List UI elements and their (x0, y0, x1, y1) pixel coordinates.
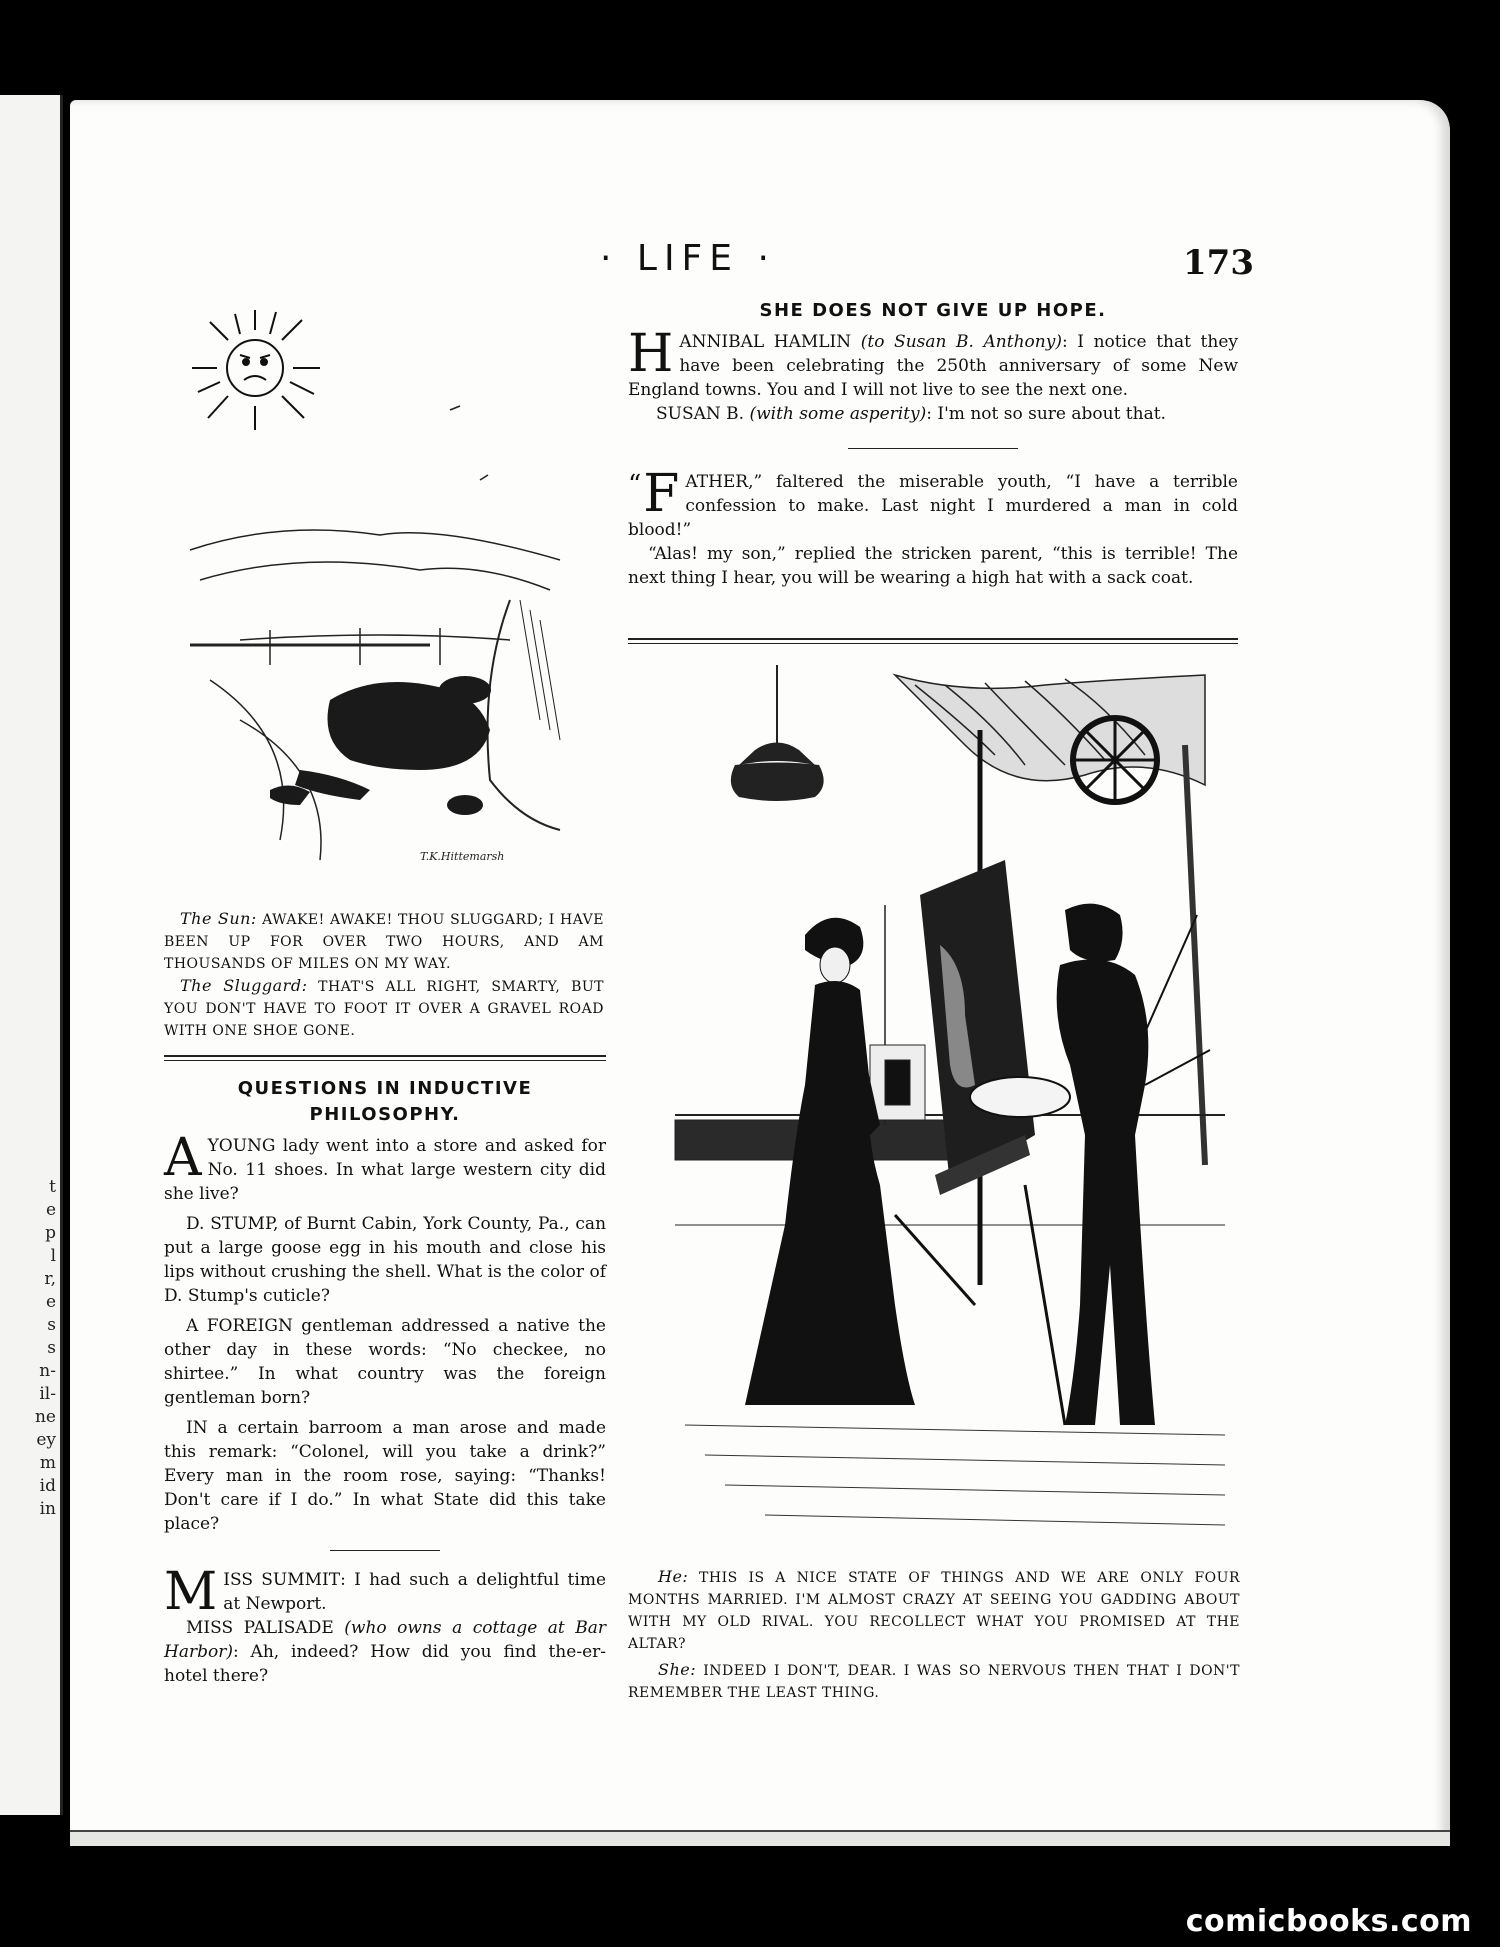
page-number: 173 (1183, 243, 1254, 283)
speaker: ISS SUMMIT (223, 1570, 341, 1590)
question-text: gentleman addressed a native the other day in these words: “No checkee, no shirtee.” In what country was the foreign gentleman born? (164, 1316, 606, 1408)
speaker: MISS PALISADE (186, 1618, 334, 1638)
drop-cap: H (628, 324, 674, 384)
previous-page-edge (0, 95, 63, 1815)
dialogue: : I'm not so sure about that. (926, 404, 1166, 424)
previous-page-fragment: s (47, 1315, 56, 1335)
paragraph (164, 1212, 606, 1308)
article-body (628, 324, 1238, 426)
caption-text: AWAKE! AWAKE! THOU SLUGGARD; I HAVE BEEN UP FOR OVER TWO HOURS, AND AM THOUSANDS OF MILES ON MY WAY. (164, 912, 604, 972)
landscape (190, 406, 560, 860)
wall-wheel-decoration (1073, 718, 1157, 802)
paragraph (164, 1562, 607, 1622)
lead-word: A FOREIGN (186, 1316, 293, 1336)
question-text: of Burnt Cabin, York County, Pa., can put a large goose egg in his mouth and close his lips without crushing the shell. What is the color of D. Stump's cuticle? (164, 1214, 607, 1306)
drop-cap: F (643, 464, 680, 524)
divider (330, 1550, 440, 1551)
sun-and-sluggard-illustration (180, 300, 600, 890)
article-title: SHE DOES NOT GIVE UP HOPE. (759, 300, 1107, 321)
caption-text: THAT'S ALL RIGHT, SMARTY, BUT YOU DON'T HAVE TO FOOT IT OVER A GRAVEL ROAD WITH ONE SHOE GONE. (164, 979, 605, 1039)
previous-page-fragment: p (45, 1223, 56, 1243)
previous-page-fragment: ne (34, 1407, 56, 1427)
caption-text: INDEED I DON'T, DEAR. I WAS SO NERVOUS THEN THAT I DON'T REMEMBER THE LEAST THING. (628, 1663, 1240, 1701)
section-rule (628, 638, 1238, 644)
previous-page-fragment: l (50, 1246, 56, 1266)
article-she-does-not-give-up-hope (628, 298, 1238, 463)
caption-line (628, 1659, 1240, 1704)
caption-line (164, 908, 604, 975)
dialogue: : Ah, indeed? How did you find the-er- hotel there? (164, 1642, 606, 1686)
masthead: · LIFE · (600, 238, 776, 279)
previous-page-fragment: il- (39, 1384, 56, 1404)
speaker: He: (658, 1567, 689, 1586)
stage-direction: (to Susan B. Anthony) (860, 332, 1062, 352)
previous-page-fragment: t (49, 1177, 56, 1197)
dialogue: ATHER,” faltered the miserable youth, “I have a terrible confession to make. Last night I murdered a man in cold blood!” (628, 472, 1238, 540)
caption-line (164, 975, 604, 1042)
drop-cap: A (164, 1128, 202, 1188)
paragraph (628, 324, 1238, 402)
paragraph (164, 1616, 606, 1688)
question-text: lady went into a store and asked for No. 11 shoes. In what large western city did she live? (164, 1136, 606, 1204)
watermark: comicbooks.com (1185, 1904, 1472, 1939)
previous-page-fragment: e (45, 1200, 56, 1220)
divider (848, 448, 1018, 449)
article-title: QUESTIONS IN INDUCTIVE PHILOSOPHY. (237, 1078, 533, 1125)
page-bottom-edge (70, 1830, 1450, 1846)
caption-line (628, 1566, 1240, 1655)
lead-word: D. STUMP, (186, 1214, 279, 1234)
stage-direction: (who owns a cottage at Bar Harbor) (164, 1618, 607, 1662)
sun-icon (192, 310, 320, 430)
previous-page-fragment: r, (44, 1269, 56, 1289)
artist-studio-illustration (665, 665, 1250, 1545)
section-rule (164, 1055, 606, 1061)
sluggard-figure (270, 676, 491, 815)
article-body (164, 1128, 607, 1536)
speaker: The Sun: (180, 909, 257, 928)
speaker: SUSAN B. (656, 404, 745, 424)
open-quote: “ (628, 470, 642, 500)
paragraph (164, 1416, 606, 1536)
previous-page-fragment: s (47, 1338, 56, 1358)
previous-page-fragment: id (39, 1476, 56, 1496)
article-father (628, 464, 1238, 590)
paragraph (164, 1128, 606, 1206)
previous-page-fragment: in (39, 1499, 56, 1519)
stage-direction: (with some asperity) (749, 404, 927, 424)
hanging-lamp (731, 665, 824, 801)
paragraph (164, 1314, 606, 1410)
dialogue: : I had such a delightful time at Newport. (223, 1570, 607, 1614)
speaker: The Sluggard: (180, 976, 308, 995)
lead-word: YOUNG (207, 1136, 276, 1156)
dialogue: : I notice that they have been celebrating the 250th anniversary of some New England towns. You and I will not live to see the next one. (628, 332, 1238, 400)
woman-figure (745, 918, 915, 1405)
previous-page-fragment: ey (36, 1430, 56, 1450)
previous-page-fragment: e (45, 1292, 56, 1312)
artist-signature: T.K.Hittemarsh (420, 850, 505, 863)
paragraph (628, 402, 1238, 426)
speaker: She: (658, 1660, 697, 1679)
paragraph (628, 542, 1238, 590)
question-text: a certain barroom a man arose and made this remark: “Colonel, will you take a drink?” Every man in the room rose, saying: “Thanks! Don't care if I do.” In what State did this take place? (164, 1418, 607, 1534)
previous-page-fragment: m (39, 1453, 56, 1473)
paragraph (628, 464, 1238, 542)
drop-cap: M (164, 1562, 218, 1622)
questions-article (164, 1076, 606, 1565)
sun-cartoon-caption (164, 908, 604, 1042)
caption-text: THIS IS A NICE STATE OF THINGS AND WE ARE ONLY FOUR MONTHS MARRIED. I'M ALMOST CRAZY AT SEEING YOU GADDING ABOUT WITH MY OLD RIVAL. YOU RECOLLECT WHAT YOU PROMISED AT THE ALTAR? (628, 1570, 1241, 1652)
speaker: ANNIBAL HAMLIN (679, 332, 852, 352)
lead-word: IN (186, 1418, 208, 1438)
article-miss-summit (164, 1562, 607, 1688)
floor-shading (685, 1425, 1225, 1525)
previous-page-fragment: n- (39, 1361, 56, 1381)
dialogue: “Alas! my son,” replied the stricken parent, “this is terrible! The next thing I hear, you will be wearing a high hat with a sack coat. (628, 544, 1238, 588)
studio-cartoon-caption (628, 1566, 1240, 1704)
